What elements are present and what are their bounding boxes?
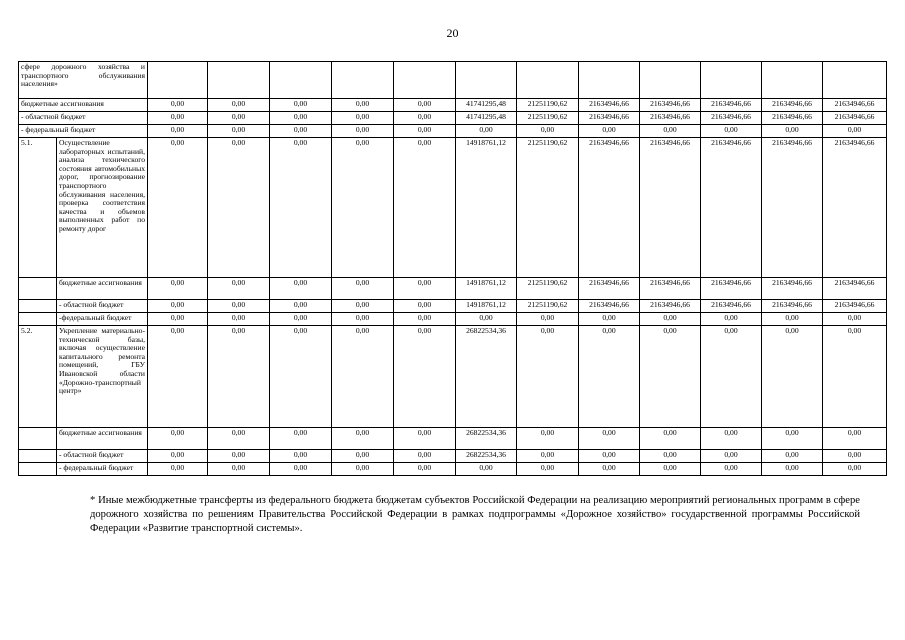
- row-number: [19, 278, 57, 300]
- value-cell: 0,00: [823, 313, 887, 326]
- value-cell: 21634946,66: [579, 300, 640, 313]
- value-cell: [332, 62, 394, 99]
- value-cell: 21634946,66: [701, 300, 762, 313]
- value-cell: 0,00: [640, 463, 701, 476]
- table-row: [19, 62, 887, 99]
- value-cell: 21634946,66: [640, 99, 701, 112]
- value-cell: 21634946,66: [762, 99, 823, 112]
- value-cell: 0,00: [270, 99, 332, 112]
- value-cell: 0,00: [208, 112, 270, 125]
- value-cell: 0,00: [332, 99, 394, 112]
- value-cell: 21634946,66: [579, 99, 640, 112]
- value-cell: 0,00: [517, 450, 579, 463]
- value-cell: 21251190,62: [517, 300, 579, 313]
- value-cell: 21251190,62: [517, 278, 579, 300]
- value-cell: 0,00: [456, 125, 517, 138]
- value-cell: 21634946,66: [762, 138, 823, 278]
- row-label: - областной бюджет: [57, 300, 148, 313]
- value-cell: 26822534,36: [456, 450, 517, 463]
- value-cell: 0,00: [208, 463, 270, 476]
- value-cell: 0,00: [270, 450, 332, 463]
- row-label: Укрепление материально-технической базы, включая осуществление капитального ремонта помещений, ГБУ Ивановской области «Дорожно-транспортный центр»: [57, 326, 148, 428]
- value-cell: 0,00: [394, 125, 456, 138]
- value-cell: 0,00: [579, 450, 640, 463]
- table-row: [19, 99, 887, 112]
- row-number: [19, 313, 57, 326]
- value-cell: 0,00: [579, 125, 640, 138]
- value-cell: 0,00: [762, 450, 823, 463]
- value-cell: 0,00: [517, 326, 579, 428]
- value-cell: 0,00: [762, 125, 823, 138]
- value-cell: 21634946,66: [701, 138, 762, 278]
- value-cell: [640, 62, 701, 99]
- value-cell: 0,00: [701, 125, 762, 138]
- value-cell: 21634946,66: [701, 112, 762, 125]
- value-cell: [270, 62, 332, 99]
- value-cell: 0,00: [332, 428, 394, 450]
- row-number: [19, 428, 57, 450]
- value-cell: 0,00: [208, 99, 270, 112]
- row-number: [19, 463, 57, 476]
- value-cell: 0,00: [208, 278, 270, 300]
- value-cell: 41741295,48: [456, 99, 517, 112]
- value-cell: 0,00: [148, 326, 208, 428]
- value-cell: 0,00: [270, 313, 332, 326]
- value-cell: 0,00: [332, 300, 394, 313]
- value-cell: 0,00: [270, 463, 332, 476]
- value-cell: [762, 62, 823, 99]
- value-cell: 0,00: [701, 326, 762, 428]
- value-cell: 0,00: [148, 463, 208, 476]
- value-cell: 21251190,62: [517, 138, 579, 278]
- value-cell: 0,00: [640, 313, 701, 326]
- value-cell: 21634946,66: [823, 300, 887, 313]
- row-label: сфере дорожного хозяйства и транспортного обслуживания населения»: [19, 62, 148, 99]
- value-cell: 0,00: [394, 463, 456, 476]
- value-cell: 0,00: [701, 428, 762, 450]
- value-cell: 21634946,66: [823, 99, 887, 112]
- value-cell: [394, 62, 456, 99]
- row-label: - федеральный бюджет: [19, 125, 148, 138]
- value-cell: 0,00: [579, 463, 640, 476]
- table-row: [19, 326, 887, 428]
- value-cell: 21251190,62: [517, 99, 579, 112]
- value-cell: 0,00: [332, 463, 394, 476]
- table-row: [19, 125, 887, 138]
- value-cell: 21634946,66: [823, 138, 887, 278]
- value-cell: 0,00: [332, 112, 394, 125]
- value-cell: 21634946,66: [762, 300, 823, 313]
- value-cell: 0,00: [270, 112, 332, 125]
- value-cell: 0,00: [208, 326, 270, 428]
- row-number: [19, 300, 57, 313]
- row-label: бюджетные ассигнования: [19, 99, 148, 112]
- value-cell: 0,00: [394, 278, 456, 300]
- budget-table: [18, 61, 887, 476]
- value-cell: 0,00: [148, 278, 208, 300]
- value-cell: 21634946,66: [823, 112, 887, 125]
- value-cell: 0,00: [208, 300, 270, 313]
- value-cell: 0,00: [208, 138, 270, 278]
- value-cell: 0,00: [701, 463, 762, 476]
- table-row: [19, 300, 887, 313]
- budget-table-body: [19, 62, 887, 476]
- value-cell: 0,00: [332, 278, 394, 300]
- value-cell: 0,00: [640, 428, 701, 450]
- value-cell: 0,00: [148, 138, 208, 278]
- value-cell: 0,00: [270, 278, 332, 300]
- value-cell: 0,00: [270, 138, 332, 278]
- value-cell: 0,00: [579, 326, 640, 428]
- value-cell: 0,00: [208, 125, 270, 138]
- row-label: - областной бюджет: [57, 450, 148, 463]
- value-cell: [517, 62, 579, 99]
- value-cell: 0,00: [701, 450, 762, 463]
- row-label: бюджетные ассигнования: [57, 278, 148, 300]
- value-cell: 14918761,12: [456, 138, 517, 278]
- value-cell: 0,00: [823, 428, 887, 450]
- row-number: 5.1.: [19, 138, 57, 278]
- value-cell: 0,00: [823, 326, 887, 428]
- table-row: [19, 463, 887, 476]
- value-cell: 21634946,66: [579, 138, 640, 278]
- value-cell: 0,00: [762, 313, 823, 326]
- row-label: бюджетные ассигнования: [57, 428, 148, 450]
- value-cell: 21634946,66: [579, 278, 640, 300]
- value-cell: 0,00: [823, 463, 887, 476]
- table-row: [19, 278, 887, 300]
- value-cell: [208, 62, 270, 99]
- value-cell: 26822534,36: [456, 326, 517, 428]
- value-cell: [148, 62, 208, 99]
- row-label: - федеральный бюджет: [57, 463, 148, 476]
- value-cell: 0,00: [517, 463, 579, 476]
- value-cell: 0,00: [640, 450, 701, 463]
- value-cell: 0,00: [148, 428, 208, 450]
- value-cell: 14918761,12: [456, 300, 517, 313]
- value-cell: 0,00: [270, 300, 332, 313]
- value-cell: 0,00: [701, 313, 762, 326]
- value-cell: 0,00: [332, 450, 394, 463]
- value-cell: 0,00: [456, 313, 517, 326]
- value-cell: 0,00: [762, 428, 823, 450]
- value-cell: [701, 62, 762, 99]
- value-cell: 0,00: [517, 428, 579, 450]
- value-cell: 0,00: [148, 300, 208, 313]
- value-cell: 41741295,48: [456, 112, 517, 125]
- value-cell: 0,00: [148, 99, 208, 112]
- value-cell: 26822534,36: [456, 428, 517, 450]
- value-cell: 0,00: [148, 112, 208, 125]
- value-cell: 21634946,66: [640, 138, 701, 278]
- value-cell: 0,00: [332, 326, 394, 428]
- value-cell: 0,00: [394, 313, 456, 326]
- page-number: 20: [446, 26, 459, 40]
- value-cell: 0,00: [394, 326, 456, 428]
- value-cell: 0,00: [270, 428, 332, 450]
- table-row: [19, 138, 887, 278]
- value-cell: 0,00: [823, 450, 887, 463]
- value-cell: 21634946,66: [640, 278, 701, 300]
- value-cell: 0,00: [148, 450, 208, 463]
- table-row: [19, 428, 887, 450]
- value-cell: 21634946,66: [762, 112, 823, 125]
- table-row: [19, 112, 887, 125]
- row-label: Осуществление лабораторных испытаний, анализа технического состояния автомобильных дорог, прогнозирование транспортного обслуживания населения, проверка соответствия качества и объемов выполненных работ по ремонту дорог: [57, 138, 148, 278]
- value-cell: 0,00: [270, 125, 332, 138]
- value-cell: 0,00: [208, 428, 270, 450]
- row-number: [19, 450, 57, 463]
- value-cell: 0,00: [579, 313, 640, 326]
- value-cell: 21251190,62: [517, 112, 579, 125]
- table-row: [19, 450, 887, 463]
- value-cell: 0,00: [394, 450, 456, 463]
- value-cell: 0,00: [762, 326, 823, 428]
- row-label: -федеральный бюджет: [57, 313, 148, 326]
- value-cell: 0,00: [148, 313, 208, 326]
- value-cell: 0,00: [148, 125, 208, 138]
- value-cell: 0,00: [332, 313, 394, 326]
- value-cell: 21634946,66: [762, 278, 823, 300]
- value-cell: 0,00: [394, 138, 456, 278]
- value-cell: 0,00: [332, 125, 394, 138]
- value-cell: 0,00: [332, 138, 394, 278]
- row-label: - областной бюджет: [19, 112, 148, 125]
- footnote: * Иные межбюджетные трансферты из федерального бюджета бюджетам субъектов Российской Федерации на реализацию мероприятий региональных программ в сфере дорожного хозяйства по решениям Правительства Российской Федерации в рамках подпрограммы «Дорожное хозяйство» государственной программы Российской Федерации «Развитие транспортной системы».: [90, 495, 860, 534]
- value-cell: 0,00: [394, 300, 456, 313]
- value-cell: 0,00: [208, 313, 270, 326]
- value-cell: [456, 62, 517, 99]
- value-cell: 21634946,66: [701, 278, 762, 300]
- value-cell: 0,00: [208, 450, 270, 463]
- row-number: 5.2.: [19, 326, 57, 428]
- value-cell: 0,00: [456, 463, 517, 476]
- value-cell: 0,00: [762, 463, 823, 476]
- table-row: [19, 313, 887, 326]
- value-cell: 0,00: [394, 428, 456, 450]
- value-cell: [823, 62, 887, 99]
- value-cell: 0,00: [394, 112, 456, 125]
- value-cell: 0,00: [394, 99, 456, 112]
- value-cell: 21634946,66: [579, 112, 640, 125]
- value-cell: 0,00: [823, 125, 887, 138]
- value-cell: 0,00: [640, 326, 701, 428]
- value-cell: 21634946,66: [701, 99, 762, 112]
- value-cell: 21634946,66: [640, 300, 701, 313]
- value-cell: 0,00: [270, 326, 332, 428]
- value-cell: 0,00: [517, 125, 579, 138]
- value-cell: 0,00: [579, 428, 640, 450]
- value-cell: 0,00: [640, 125, 701, 138]
- value-cell: 21634946,66: [823, 278, 887, 300]
- value-cell: 0,00: [517, 313, 579, 326]
- value-cell: [579, 62, 640, 99]
- value-cell: 21634946,66: [640, 112, 701, 125]
- value-cell: 14918761,12: [456, 278, 517, 300]
